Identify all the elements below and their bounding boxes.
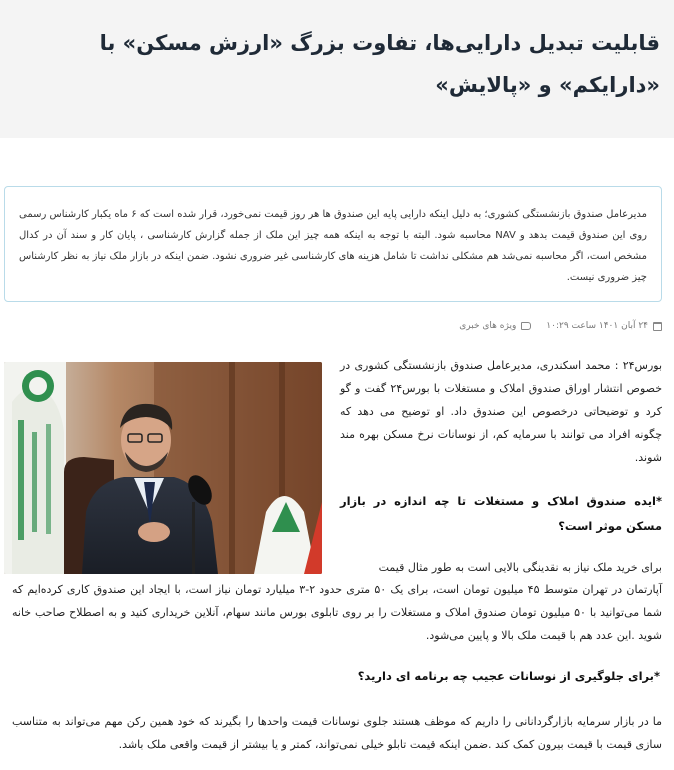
article-paragraph: برای خرید ملک نیاز به نقدینگی بالایی است به طور مثال قیمت <box>378 561 662 574</box>
article-title: قابلیت تبدیل دارایی‌ها، تفاوت بزرگ «ارزش مسکن» با «دارایکم» و «پالایش» <box>99 31 660 97</box>
article-meta <box>459 318 662 334</box>
article-photo <box>4 362 322 574</box>
article-lead: مدیرعامل صندوق بازنشستگی کشوری؛ به دلیل اینکه دارایی پایه این صندوق ها هر روز قیمت نمی‌خورد، قرار شده است که ۶ ماه یکبار کارشناس رسمی روی این صندوق قیمت بدهد و NAV محاسبه شود. البته با توجه به اینکه همه چیز این ملک از جمله گزارش کارشناسی ، پایان کار و سند آن در کدال مشخص است، اگر محاسبه نمی‌شد هم مشکلی نداشت تا شامل هزینه های کارشناسی غیر ضروری نشود. ضمن اینکه در بازار ملک نیاز به نظر کارشناس چیز ضروری نیست. <box>19 209 648 283</box>
article-question: *برای جلوگیری از نوسانات عجیب چه برنامه ای دارید؟ <box>357 669 660 683</box>
title-band <box>0 0 674 138</box>
calendar-icon <box>653 322 662 331</box>
article-paragraph: بورس۲۴ : محمد اسکندری، مدیرعامل صندوق بازنشستگی کشوری در خصوص انتشار اوراق صندوق املاک و مستغلات با بورس۲۴ گفت و گو کرد و توضیحاتی درخصوص این صندوق داد. او توضیح می دهد که چگونه افراد می توانند با سرمایه کم، از نوسانات نرخ مسکن بهره مند شوند. <box>340 359 662 464</box>
article-paragraph: ما در بازار سرمایه بازارگردانانی را داریم که موظف هستند جلوی نوسانات قیمت واحدها را بگیرند که خود همین رکن مهم می‌تواند به متناسب سازی قیمت با قیمت بیرون کمک کند .ضمن اینکه قیمت تابلو خیلی نمی‌تواند، کمتر و یا بیشتر از قیمت واقعی ملک باشد. <box>12 715 662 751</box>
interview-photo <box>4 362 322 574</box>
article-category[interactable]: ویژه های خبری <box>459 321 517 331</box>
article-lead-box <box>4 186 662 302</box>
article-question: *ایده صندوق املاک و مستغلات تا چه اندازه در بازار مسکن موثر است؟ <box>340 494 662 533</box>
folder-icon <box>521 322 531 330</box>
article-date: ۲۴ آبان ۱۴۰۱ ساعت ۱۰:۲۹ <box>546 321 648 331</box>
article-paragraph: آپارتمان در تهران متوسط ۴۵ میلیون تومان است، برای یک ۵۰ متری حدود ۲-۳ میلیارد تومان نیاز است، با ایجاد این صندوق کاری کرده‌ایم که شما می‌توانید با ۵۰ میلیون تومان صندوق املاک و مستغلات را بر روی تابلوی بورس مانند سهام، آنلاین خریداری کنید و به اصطلاح صاحب خانه شوید .این عدد هم با قیمت ملک بالا و پایین می‌شود. <box>12 583 662 642</box>
